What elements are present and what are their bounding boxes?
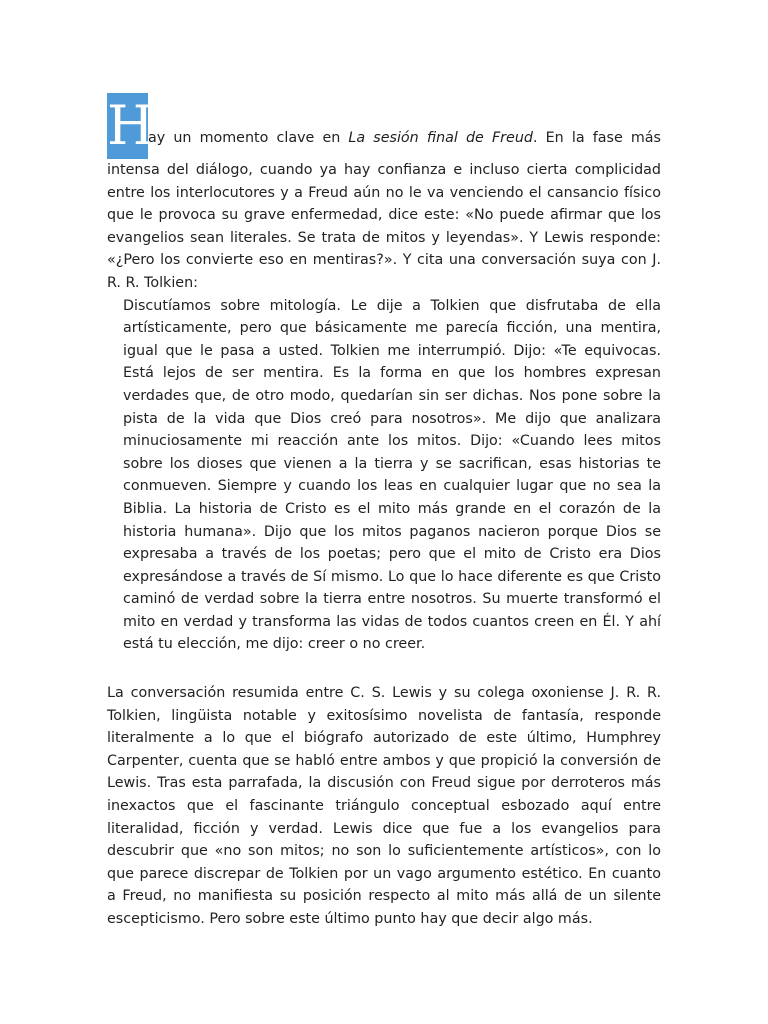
play-title: La sesión final de Freud	[348, 130, 533, 146]
drop-cap: H	[107, 94, 155, 157]
article-body	[107, 93, 661, 931]
lead-sentence	[148, 127, 661, 150]
lead-text-end: . En la fase más	[533, 130, 661, 146]
paragraph-1: intensa del diálogo, cuando ya hay confianza e incluso cierta complicidad entre los interlocutores y a Freud aún no le va venciendo el cansancio físico que le provoca su grave enfermedad, dice este: «No puede afirmar que los evangelios sean literales. Se trata de mitos y leyendas». Y Lewis responde: «¿Pero los convierte eso en mentiras?». Y cita una conversación suya con J. R. R. Tolkien:	[107, 162, 661, 291]
lead-line	[107, 93, 661, 159]
block-quote: Discutíamos sobre mitología. Le dije a Tolkien que disfrutaba de ella artísticamente, pero que básicamente me parecía ficción, una mentira, igual que le pasa a usted. Tolkien me interrumpió. Dijo: «Te equivocas. Está lejos de ser mentira. Es la forma en que los hombres expresan verdades que, de otro modo, quedarían sin ser dichas. Nos pone sobre la pista de la vida que Dios creó para nosotros». Me dijo que analizara minuciosamente mi reacción ante los mitos. Dijo: «Cuando lees mitos sobre los dioses que vienen a la tierra y se sacrifican, esas historias te conmueven. Siempre y cuando los leas en cualquier lugar que no sea la Biblia. La historia de Cristo es el mito más grande en el corazón de la historia humana». Dijo que los mitos paganos nacieron porque Dios se expresaba a través de los poetas; pero que el mito de Cristo era Dios expresándose a través de Sí mismo. Lo que lo hace diferente es que Cristo caminó de verdad sobre la tierra entre nosotros. Su muerte transformó el mito en verdad y transforma las vidas de todos cuantos creen en Él. Y ahí está tu elección, me dijo: creer o no creer.	[123, 297, 661, 653]
lead-text-start: ay un momento clave en	[148, 130, 349, 146]
paragraph-2: La conversación resumida entre C. S. Lewis y su colega oxoniense J. R. R. Tolkien, lingüista notable y exitosísimo novelista de fantasía, responde literalmente a lo que el biógrafo autorizado de este último, Humphrey Carpenter, cuenta que se habló entre ambos y que propició la conversión de Lewis. Tras esta parrafada, la discusión con Freud sigue por derroteros más inexactos que el fascinante triángulo conceptual esbozado aquí entre literalidad, ficción y verdad. Lewis dice que fue a los evangelios para descubrir que «no son mitos; no son lo suficientemente artísticos», con lo que parece discrepar de Tolkien por un vago argumento estético. En cuanto a Freud, no manifiesta su posición respecto al mito más allá de un silente escepticismo. Pero sobre este último punto hay que decir algo más.	[107, 685, 661, 927]
